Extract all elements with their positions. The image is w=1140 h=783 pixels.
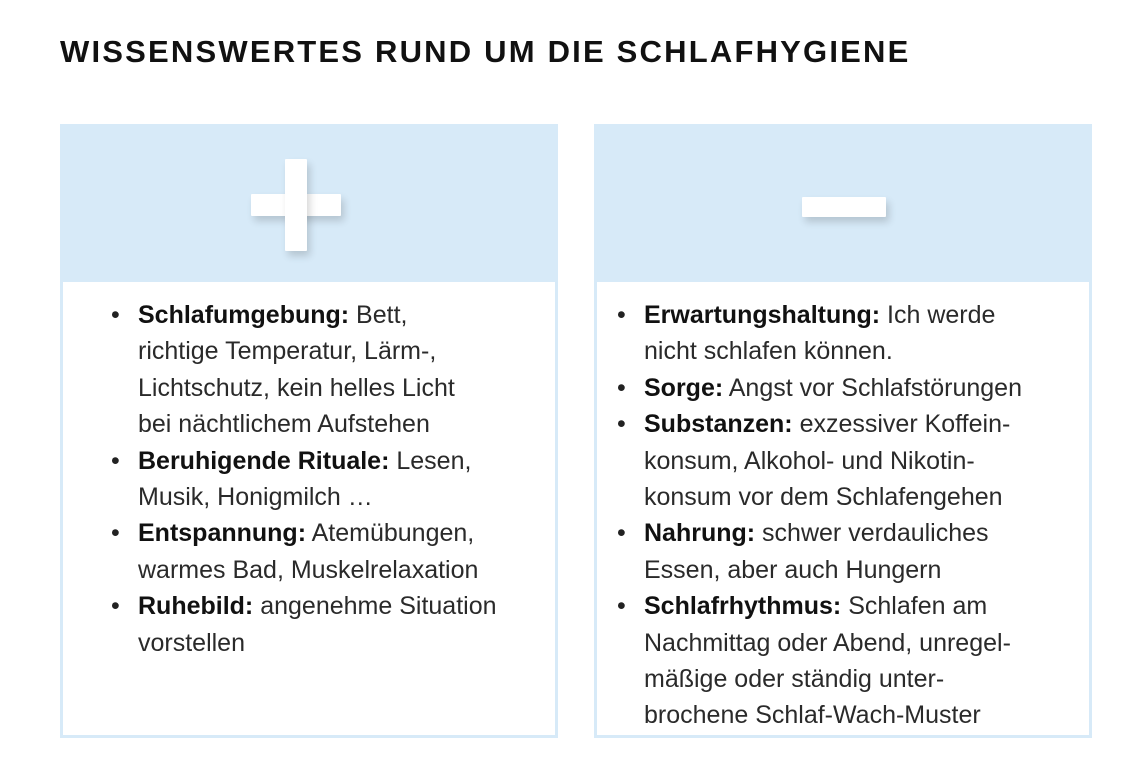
item-text: Musik, Honigmilch … [138,483,373,512]
positive-panel-header [63,127,555,282]
page-title: WISSENSWERTES RUND UM DIE SCHLAFHYGIENE [60,34,911,69]
item-text: schwer verdauliches [755,519,989,548]
negative-panel-header [597,127,1089,282]
item-text: mäßige oder ständig unter- [644,665,945,694]
item-line [138,479,535,515]
positive-list-item [111,515,535,588]
bullet-icon: • [617,519,626,548]
item-term: Substanzen: [644,410,793,439]
item-text: brochene Schlaf-Wach-Muster [644,701,981,730]
item-text: Schlafen am [841,592,988,621]
item-text: angenehme Situation [253,592,497,621]
item-line [644,515,1069,551]
item-text: konsum, Alkohol- und Nikotin- [644,446,975,475]
item-term: Sorge: [644,373,724,402]
item-line [138,297,535,333]
item-text: richtige Temperatur, Lärm-, [138,337,437,366]
item-line [138,406,535,442]
item-line [138,588,535,624]
item-line [138,333,535,369]
item-text: Lichtschutz, kein helles Licht [138,373,455,402]
item-text: warmes Bad, Muskelrelaxation [138,555,479,584]
item-term: Entspannung: [138,519,307,548]
item-line [138,625,535,661]
item-line [644,479,1069,515]
bullet-icon: • [617,373,626,402]
positive-list-item [111,443,535,516]
item-line [138,552,535,588]
plus-icon-vertical-bar [285,159,307,251]
item-line [644,588,1069,624]
bullet-icon: • [111,301,120,329]
bullet-icon: • [617,592,626,621]
bullet-icon: • [111,446,120,475]
bullet-icon: • [617,410,626,439]
item-text: Lesen, [389,446,472,475]
negative-list [617,297,1069,734]
item-line [644,552,1069,588]
item-term: Schlafumgebung: [138,301,350,329]
bullet-icon: • [617,301,626,329]
bullet-icon: • [111,519,120,548]
item-line [644,297,1069,333]
bullet-icon: • [111,592,120,621]
item-text: konsum vor dem Schlafengehen [644,483,1003,512]
item-text: exzessiver Koffein- [792,410,1011,439]
item-line [644,443,1069,479]
item-line [644,661,1069,697]
item-text: Nachmittag oder Abend, unregel- [644,628,1011,657]
item-line [644,406,1069,442]
item-text: Bett, [349,301,408,329]
positive-panel [60,124,558,738]
item-line [644,370,1069,406]
negative-list-item [617,370,1069,406]
item-line [644,333,1069,369]
positive-list-item [111,297,535,443]
item-text: bei nächtlichem Aufstehen [138,410,430,439]
item-line [138,370,535,406]
item-term: Beruhigende Rituale: [138,446,390,475]
item-line [138,443,535,479]
negative-list-item [617,515,1069,588]
item-term: Ruhebild: [138,592,254,621]
item-text: nicht schlafen können. [644,337,893,366]
negative-list-item [617,297,1069,370]
item-line [138,515,535,551]
negative-list-item [617,588,1069,734]
negative-list-item [617,406,1069,515]
positive-list [111,297,535,661]
item-line [644,625,1069,661]
item-text: Angst vor Schlafstörungen [723,373,1022,402]
item-term: Erwartungshaltung: [644,301,881,329]
item-term: Schlafrhythmus: [644,592,842,621]
negative-panel [594,124,1092,738]
item-text: Essen, aber auch Hungern [644,555,942,584]
positive-list-item [111,588,535,661]
item-text: Atemübungen, [306,519,475,548]
item-text: Ich werde [880,301,996,329]
item-text: vorstellen [138,628,245,657]
item-line [644,697,1069,733]
item-term: Nahrung: [644,519,756,548]
minus-icon [802,197,886,217]
